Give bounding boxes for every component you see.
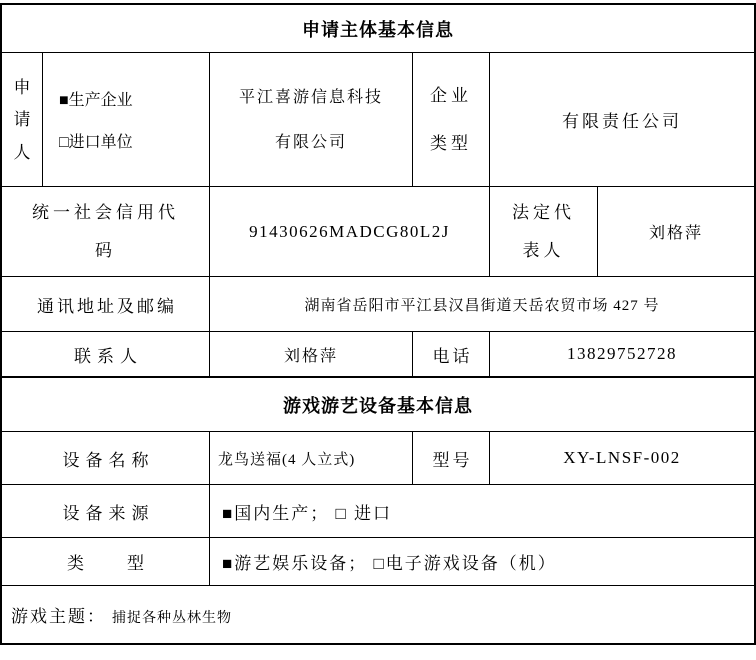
- device-name-label: 设备名称: [62, 450, 155, 470]
- credit-code-value: 91430626MADCG80L2J: [249, 221, 450, 241]
- phone-value: 13829752728: [567, 344, 677, 363]
- row-address: [2, 277, 754, 332]
- legal-rep-label-cell: [490, 187, 598, 276]
- model-value: XY-LNSF-002: [563, 448, 681, 467]
- company-type-label-cell: [413, 53, 490, 186]
- phone-label-cell: [413, 332, 490, 376]
- row-section2-title: [2, 378, 754, 432]
- device-source-value-cell: [210, 485, 754, 537]
- producer-checkbox-option: ■生产企业: [59, 92, 133, 109]
- company-type-value-cell: [490, 53, 754, 186]
- device-name-value: 龙鸟送福(4 人立式): [218, 451, 356, 468]
- credit-code-label-cell: [2, 187, 210, 276]
- company-name-cell: [210, 53, 413, 186]
- row-device-name: [2, 432, 754, 485]
- contact-value-cell: [210, 332, 413, 376]
- row-applicant: [2, 53, 754, 187]
- section2-title: 游戏游艺设备基本信息: [283, 395, 473, 416]
- address-label-cell: [2, 277, 210, 331]
- applicant-label-char: 申: [13, 77, 31, 97]
- contact-label-cell: [2, 332, 210, 376]
- phone-value-cell: [490, 332, 754, 376]
- device-type-label: 类 型: [67, 554, 147, 573]
- section2-title-cell: [2, 378, 754, 431]
- company-name: 平江喜游信息科技有限公司: [238, 88, 383, 151]
- device-type-label-cell: [2, 538, 210, 585]
- device-source-label: 设备来源: [62, 503, 155, 523]
- device-name-value-cell: [210, 432, 413, 484]
- applicant-label: [14, 53, 31, 186]
- device-type-value-cell: [210, 538, 754, 585]
- row-device-source: [2, 485, 754, 538]
- game-theme-value: 捕捉各种丛林生物: [112, 611, 232, 626]
- address-label: 通讯地址及邮编: [37, 296, 177, 316]
- credit-code-value-cell: [210, 187, 490, 276]
- company-type-value: 有限责任公司: [562, 112, 682, 131]
- contact-label: 联系人: [74, 346, 143, 366]
- row-section1-title: [2, 5, 754, 53]
- device-type-value: ■游艺娱乐设备； □电子游戏设备（机）: [222, 554, 557, 573]
- game-theme-cell: [2, 586, 754, 643]
- form-table: [0, 3, 756, 645]
- applicant-type-options: [43, 87, 209, 152]
- importer-checkbox-option: □进口单位: [59, 134, 133, 151]
- legal-rep-value-cell: [598, 187, 754, 276]
- device-source-label-cell: [2, 485, 210, 537]
- device-source-value: ■国内生产； □ 进口: [222, 503, 393, 523]
- address-value-cell: [210, 277, 754, 331]
- applicant-label-char: 请: [13, 110, 31, 129]
- model-label-cell: [413, 432, 490, 484]
- model-label: 型号: [432, 450, 473, 470]
- model-value-cell: [490, 432, 754, 484]
- address-value: 湖南省岳阳市平江县汉昌街道天岳农贸市场 427 号: [304, 297, 660, 314]
- legal-rep-label: 法定代表人: [512, 202, 575, 260]
- section1-title: 申请主体基本信息: [302, 19, 454, 40]
- applicant-type-cell: [43, 53, 210, 186]
- legal-rep-value: 刘格萍: [648, 225, 703, 242]
- contact-value: 刘格萍: [283, 347, 338, 365]
- applicant-label-char: 人: [13, 142, 31, 162]
- company-type-label: 企业类型: [430, 85, 472, 153]
- section1-title-cell: [2, 5, 754, 52]
- credit-code-label: 统一社会信用代码: [32, 202, 179, 260]
- applicant-label-cell: [2, 53, 43, 186]
- phone-label: 电话: [432, 346, 473, 366]
- game-theme-label: 游戏主题：: [11, 607, 106, 626]
- game-theme-line: [2, 602, 232, 627]
- device-name-label-cell: [2, 432, 210, 484]
- row-game-theme: [2, 586, 754, 643]
- row-contact: [2, 332, 754, 378]
- row-credit-code: [2, 187, 754, 277]
- row-device-type: [2, 538, 754, 586]
